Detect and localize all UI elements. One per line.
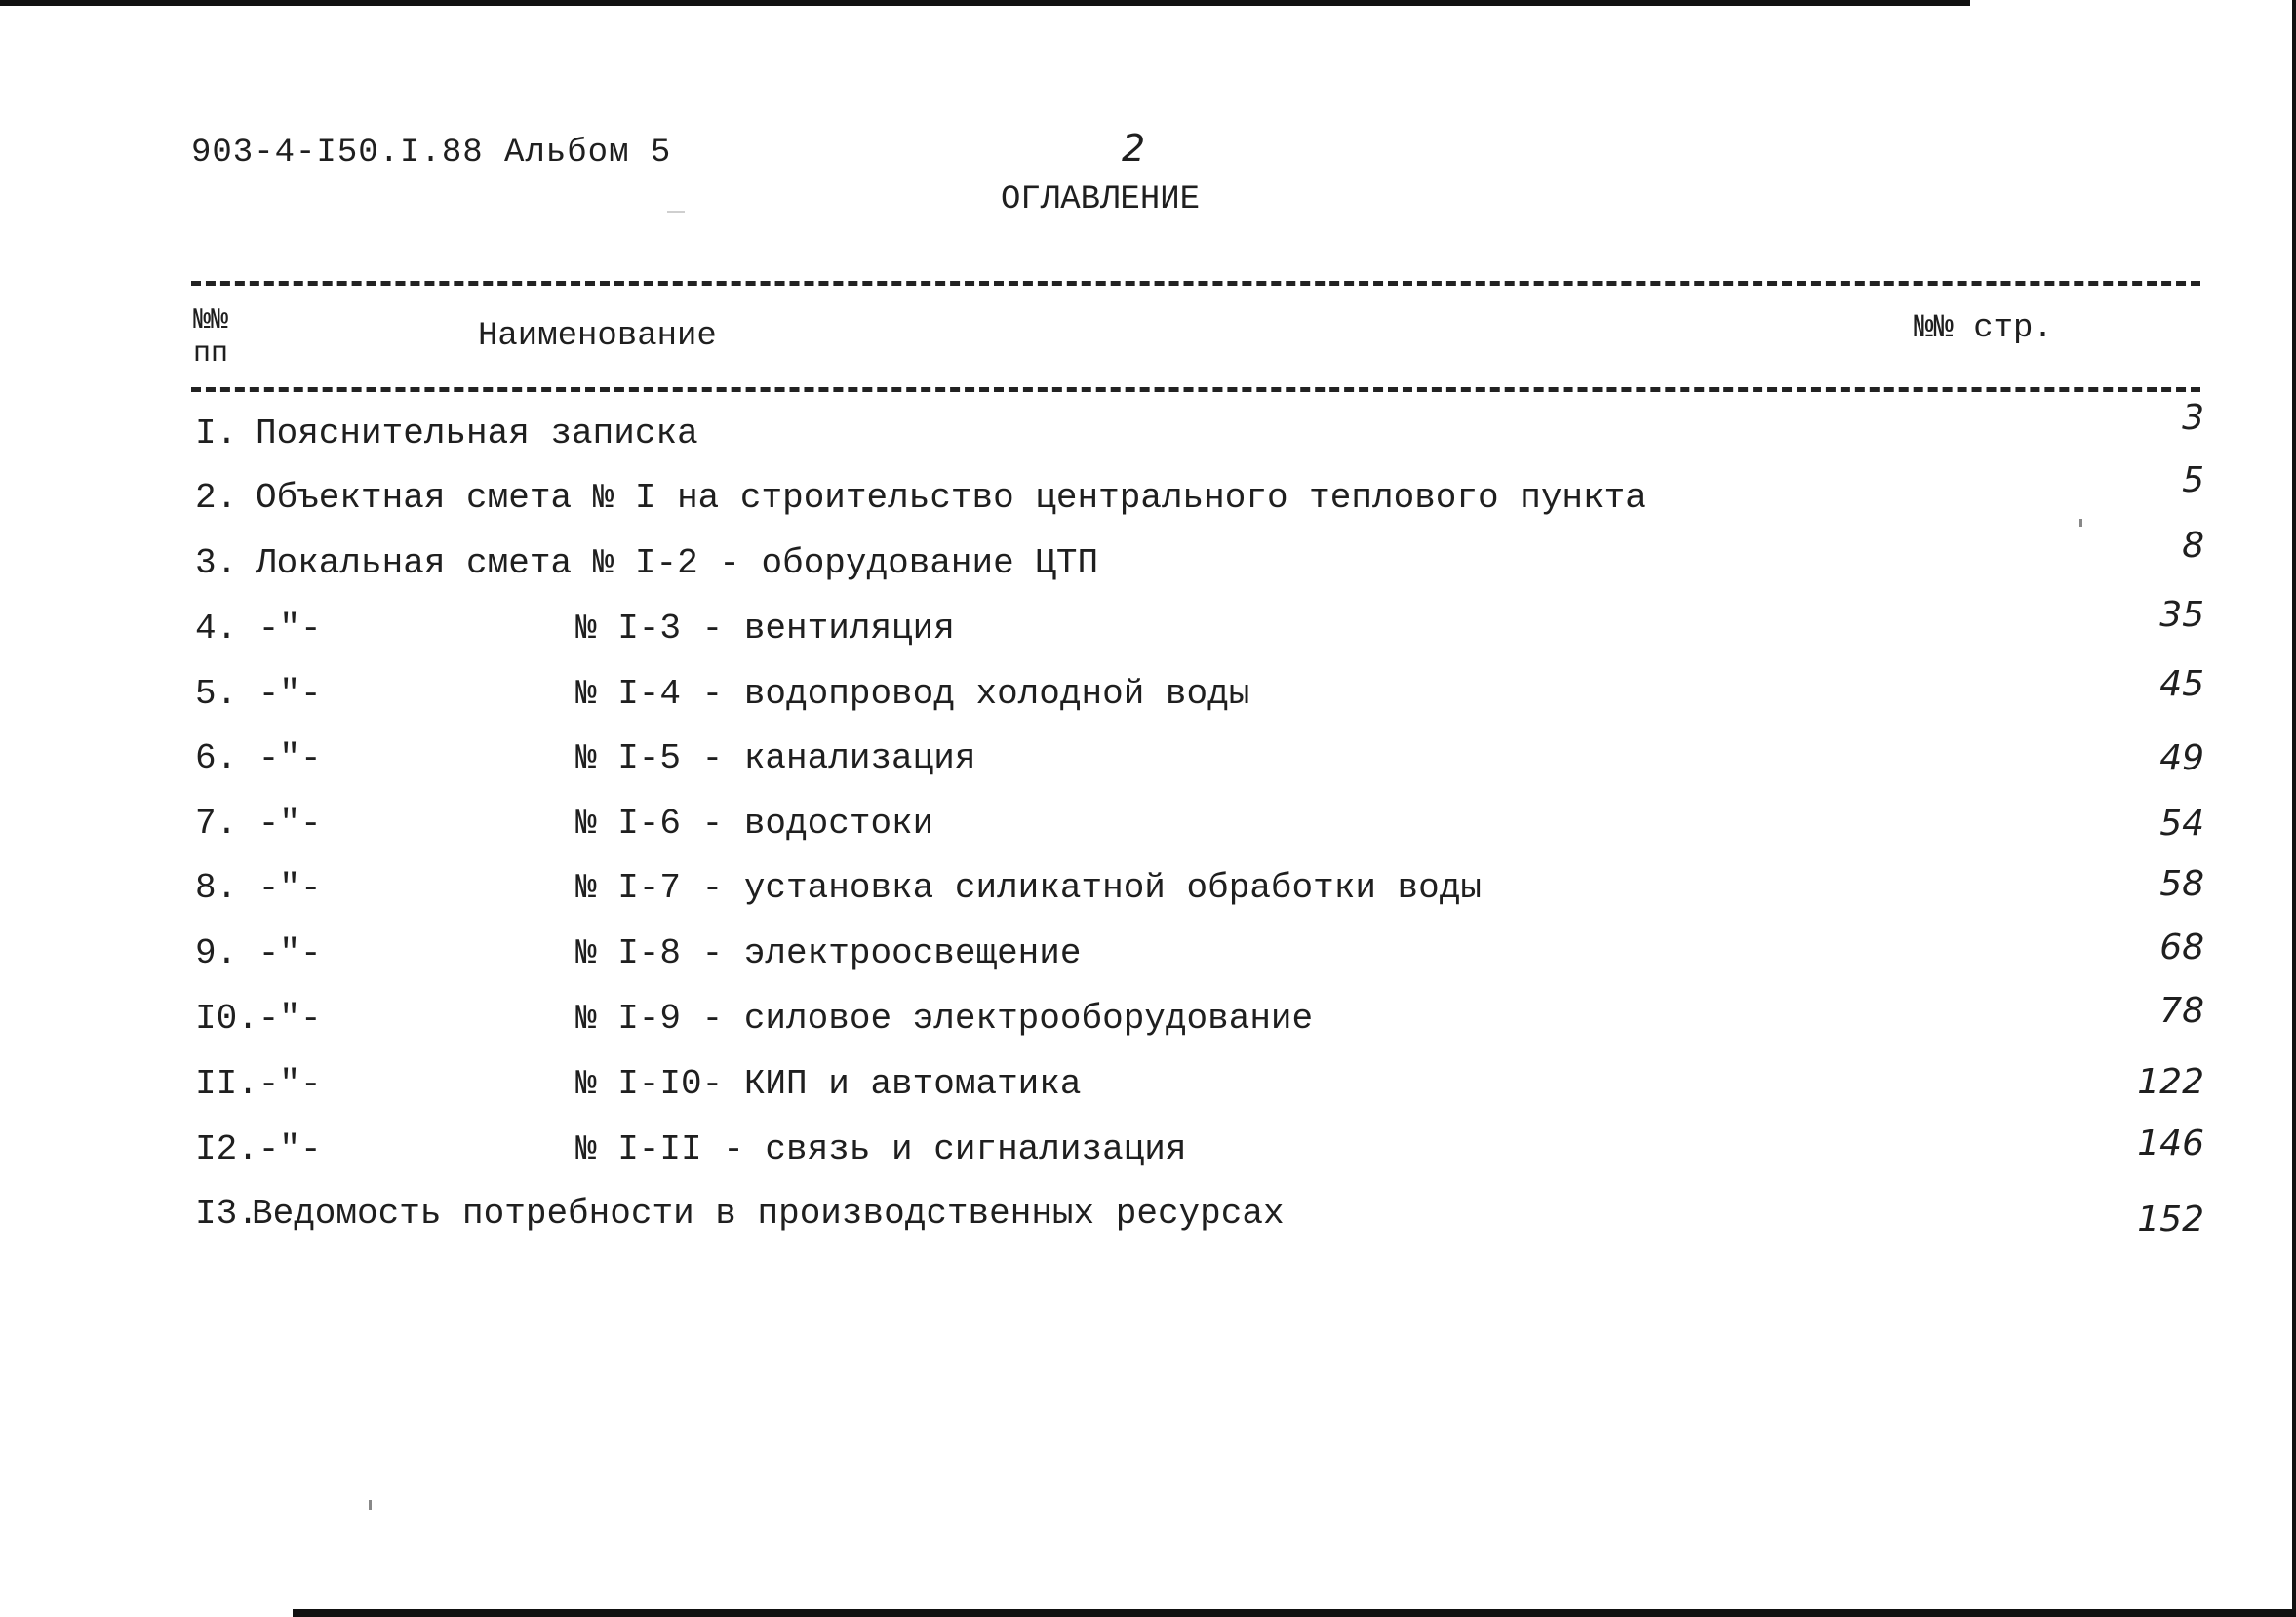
row-number: 9. -"-	[195, 933, 322, 973]
row-number: 2.	[195, 478, 238, 518]
scan-speck	[667, 211, 685, 213]
row-name: № I-6 - водостоки	[575, 804, 934, 844]
row-number: 6. -"-	[195, 738, 322, 778]
row-page: 146	[2137, 1124, 2204, 1163]
scan-speck	[369, 1500, 372, 1510]
row-name: № I-II - связь и сигнализация	[575, 1129, 1187, 1169]
row-name: № I-3 - вентиляция	[575, 609, 955, 649]
table-row	[0, 1194, 2296, 1252]
row-number: I2.-"-	[195, 1129, 322, 1169]
scan-border-bottom	[293, 1609, 2296, 1617]
row-page: 68	[2159, 927, 2204, 967]
row-name: № I-8 - электроосвещение	[575, 933, 1082, 973]
column-header-name: Наименование	[478, 318, 717, 355]
scan-border-top	[0, 0, 1970, 6]
row-page: 54	[2159, 804, 2204, 844]
row-name: № I-7 - установка силикатной обработки воды	[575, 868, 1482, 908]
row-page: 58	[2159, 864, 2204, 904]
row-page: 3	[2182, 398, 2204, 438]
table-row	[0, 398, 2296, 472]
table-row	[0, 526, 2296, 602]
row-number: 3.	[195, 543, 238, 583]
row-page: 35	[2159, 595, 2204, 635]
row-number: I0.-"-	[195, 999, 322, 1039]
row-page: 8	[2182, 526, 2204, 566]
row-page: 5	[2182, 460, 2204, 500]
row-page: 49	[2159, 738, 2204, 778]
row-page: 78	[2159, 991, 2204, 1031]
row-name: № I-9 - силовое электрооборудование	[575, 999, 1314, 1039]
scan-speck	[2079, 519, 2082, 527]
row-name: Локальная смета № I-2 - оборудование ЦТП	[256, 543, 1099, 583]
page-title: ОГЛАВЛЕНИЕ	[1001, 181, 1201, 218]
row-number: 4. -"-	[195, 609, 322, 649]
table-row	[0, 460, 2296, 536]
row-number: I3.	[195, 1194, 258, 1234]
table-row	[0, 738, 2296, 797]
row-name: Пояснительная записка	[256, 414, 698, 454]
row-number: II.-"-	[195, 1064, 322, 1104]
table-row	[0, 664, 2296, 732]
table-row	[0, 927, 2296, 992]
row-name: № I-I0- КИП и автоматика	[575, 1064, 1082, 1104]
row-page: 122	[2137, 1062, 2204, 1102]
row-page: 45	[2159, 664, 2204, 704]
row-name: № I-4 - водопровод холодной воды	[575, 674, 1250, 714]
row-page: 152	[2137, 1200, 2204, 1240]
row-number: I.	[195, 414, 238, 454]
row-number: 8. -"-	[195, 868, 322, 908]
row-name: Ведомость потребности в производственных ресурсах	[252, 1194, 1285, 1234]
row-name: Объектная смета № I на строительство центрального теплового пункта	[256, 478, 1646, 518]
table-row	[0, 1124, 2296, 1188]
table-header-bottom-rule	[191, 387, 2200, 392]
document-code: 903-4-I50.I.88 Альбом 5	[191, 135, 672, 172]
column-header-page: №№ стр.	[1914, 310, 2053, 347]
table-row	[0, 864, 2296, 927]
row-number: 7. -"-	[195, 804, 322, 844]
table-row	[0, 804, 2296, 862]
row-number: 5. -"-	[195, 674, 322, 714]
table-row	[0, 595, 2296, 667]
table-row	[0, 991, 2296, 1057]
table-row	[0, 1064, 2296, 1123]
column-header-number: №№ пп	[193, 304, 229, 371]
page-number: 2	[1122, 127, 1146, 170]
table-header-top-rule	[191, 281, 2200, 286]
row-name: № I-5 - канализация	[575, 738, 976, 778]
